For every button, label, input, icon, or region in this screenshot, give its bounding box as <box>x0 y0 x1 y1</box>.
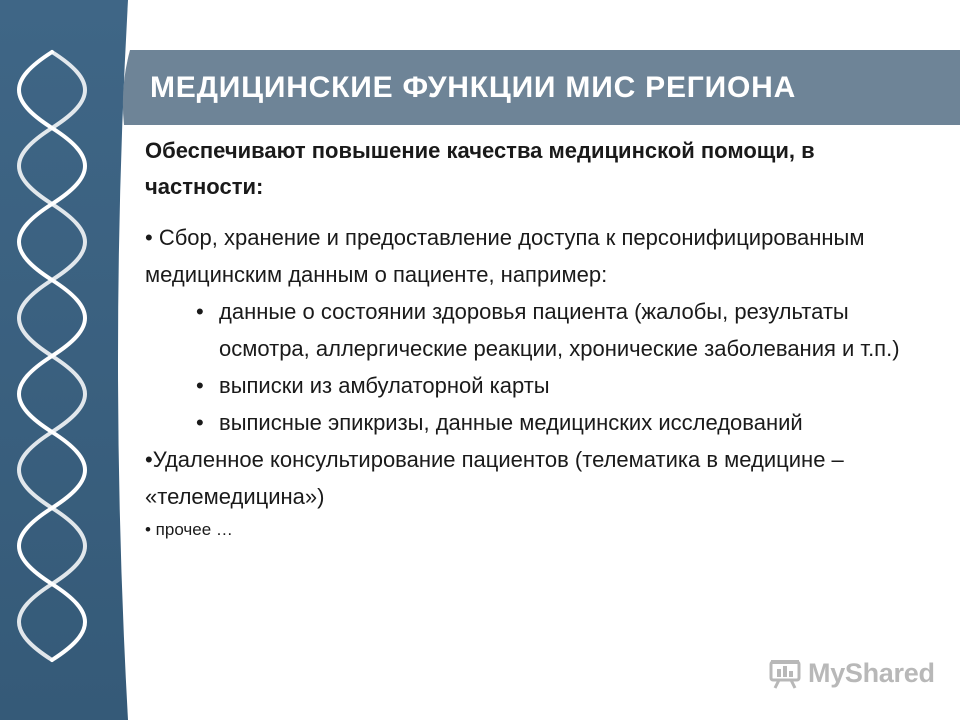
bullet-dot: • <box>196 373 204 398</box>
bullet-item-telemedicine: •Удаленное консультирование пациентов (телематика в медицине – «телемедицина») <box>145 447 844 509</box>
sub-bullet-item <box>196 367 935 404</box>
bullet-dot: • <box>196 410 204 435</box>
bullet-item-data-access: • Сбор, хранение и предоставление доступа к персонифицированным медицинским данным о пациенте, например: <box>145 225 865 287</box>
sub-bullet-item <box>196 404 935 441</box>
logo-text: MyShared <box>808 658 935 688</box>
sub-bullet-text: выписки из амбулаторной карты <box>219 373 550 398</box>
intro-paragraph: Обеспечивают повышение качества медицинской помощи, в частности: <box>145 138 815 199</box>
bullet-item-other: • прочее … <box>145 520 233 539</box>
slide-content <box>145 133 935 545</box>
sub-bullet-item <box>196 293 935 367</box>
sub-bullet-text: данные о состоянии здоровья пациента (жалобы, результаты осмотра, аллергические реакции, хронические заболевания и т.п.) <box>219 299 900 361</box>
sub-bullet-list <box>145 293 935 441</box>
myshared-logo <box>768 656 935 690</box>
presentation-board-icon <box>768 656 802 690</box>
slide-title: МЕДИЦИНСКИЕ ФУНКЦИИ МИС РЕГИОНА <box>150 71 797 104</box>
bullet-dot: • <box>196 299 204 324</box>
sub-bullet-text: выписные эпикризы, данные медицинских исследований <box>219 410 803 435</box>
